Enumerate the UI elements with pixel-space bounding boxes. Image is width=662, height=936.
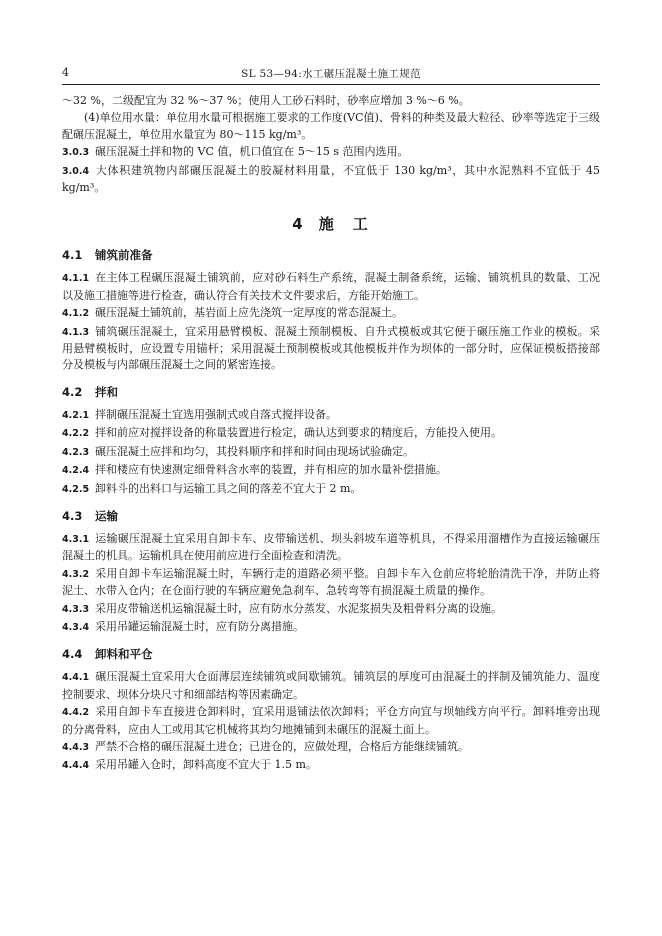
clause (62, 531, 600, 565)
intro-clauses (62, 93, 600, 196)
clause-text: 碾压混凝土拌和物的 VC 值，机口值宜在 5～15 s 范围内选用。 (95, 145, 409, 159)
clause (62, 739, 600, 756)
clause (62, 444, 600, 461)
clause-text: 卸料斗的出料口与运输工具之间的落差不宜大于 2 m。 (95, 481, 362, 495)
page-number: 4 (62, 66, 69, 79)
clause-text: 采用自卸卡车直接进仓卸料时，宜采用退铺法依次卸料；平仓方向宜与坝轴线方向平行。卸料堆旁出现的分离骨料，应由人工或用其它机械将其均匀地摊铺到未碾压的混凝土面上。 (62, 705, 600, 736)
clause-text: 碾压混凝土宜采用大仓面薄层连续铺筑或间歇铺筑。铺筑层的厚度可由混凝土的拌制及铺筑能力、温度控制要求、坝体分块尺寸和细部结构等因素确定。 (62, 670, 600, 701)
clause-text: 碾压混凝土铺筑前，基岩面上应先浇筑一定厚度的常态混凝土。 (95, 306, 403, 320)
clause (62, 481, 600, 498)
section-number: 4.2 (62, 384, 83, 399)
section-number: 4.3 (62, 508, 83, 523)
clause (62, 270, 600, 304)
clause-text: 采用自卸卡车运输混凝土时，车辆行走的道路必须平整。自卸卡车入仓前应将轮胎清洗干净，并防止将泥土、水带入仓内；在仓面行驶的车辆应避免急刹车、急转弯等有损混凝土质量的操作。 (62, 566, 600, 598)
chapter-title: 施 工 (318, 215, 370, 234)
clause (62, 425, 600, 442)
clause-number: 4.4.2 (62, 707, 90, 719)
clause-number: 4.1.3 (62, 326, 90, 338)
clause-text: 严禁不合格的碾压混凝土进仓；已进仓的，应做处理，合格后方能继续铺筑。 (95, 739, 469, 753)
clause (62, 144, 600, 161)
clause-text: ～32 %，二级配宜为 32 %～37 %；使用人工砂石料时，砂率应增加 3 %～6 %。 (62, 94, 470, 107)
section-number: 4.1 (62, 248, 83, 263)
section-title: 卸料和平仓 (95, 647, 153, 662)
chapter-heading (62, 213, 600, 234)
section-number: 4.4 (62, 647, 83, 662)
page-header (62, 64, 600, 84)
clause (62, 324, 600, 374)
section-heading (62, 646, 600, 662)
clause (62, 566, 600, 600)
clause-number: 4.2.1 (62, 409, 90, 421)
clause (62, 757, 600, 774)
clause-text: 碾压混凝土应拌和均匀，其投料顺序和拌和时间由现场试验确定。 (95, 444, 414, 458)
clause (62, 619, 600, 636)
clause-number: 4.2.5 (62, 483, 90, 495)
clause (62, 93, 600, 109)
clause-text: 采用吊罐入仓时，卸料高度不宜大于 1.5 m。 (95, 758, 317, 772)
section-title: 拌和 (95, 384, 118, 399)
clause (62, 163, 600, 197)
clause-text: 大体积建筑物内部碾压混凝土的胶凝材料用量，不宜低于 130 kg/m³，其中水泥熟料不宜低于 45 kg/m³。 (62, 163, 600, 195)
clause (62, 601, 600, 618)
clause-number: 4.3.3 (62, 603, 90, 615)
clause-text: 拌制碾压混凝土宜选用强制式或自落式搅拌设备。 (95, 407, 337, 421)
clause-text: 在主体工程碾压混凝土铺筑前，应对砂石料生产系统，混凝土制备系统，运输、铺筑机具的数量、工况以及施工措施等进行检查，确认符合有关技术文件要求后，方能开始施工。 (62, 271, 600, 302)
clause-text: 采用皮带输送机运输混凝土时，应有防水分蒸发、水泥浆损失及粗骨料分离的设施。 (95, 601, 502, 615)
clause-text: 铺筑碾压混凝土，宜采用悬臂模板、混凝土预制模板、自升式模板或其它便于碾压施工作业的模板。采用悬臂模板时，应设置专用锚杆；采用混凝土预制模板或其他模板并作为坝体的一部分时，应保证模板搭接部分及模板与内部碾压混凝土之间的紧密连接。 (62, 324, 600, 372)
header-rule (62, 84, 600, 85)
clause (62, 704, 600, 738)
section-heading (62, 247, 600, 263)
clause-number: 4.4.1 (62, 672, 90, 684)
clause-number: 4.3.1 (62, 533, 90, 545)
section-heading (62, 508, 600, 524)
clause-text: 拌和前应对搅拌设备的称量装置进行检定，确认达到要求的精度后，方能投入使用。 (95, 426, 502, 440)
clause (62, 407, 600, 424)
sections (62, 247, 600, 774)
clause-text: 采用吊罐运输混凝土时，应有防分离措施。 (95, 619, 304, 633)
clause-text: 拌和楼应有快速测定细骨料含水率的装置，并有相应的加水量补偿措施。 (95, 463, 447, 477)
section-title: 运输 (95, 508, 118, 523)
clause-text: 运输碾压混凝土宜采用自卸卡车、皮带输送机、坝头斜坡车道等机具，不得采用溜槽作为直接运输碾压混凝土的机具。运输机具在使用前应进行全面检查和清洗。 (62, 531, 600, 563)
section-heading (62, 384, 600, 400)
clause-number: 4.4.4 (62, 760, 90, 772)
clause-number: 4.4.3 (62, 741, 90, 753)
clause-number: 4.1.1 (62, 273, 90, 285)
clause (62, 669, 600, 703)
clause-text: (4)单位用水量：单位用水量可根据施工要求的工作度(VC值)、骨料的种类及最大粒径、砂率等选定于三级配碾压混凝土，单位用水量宜为 80～115 kg/m³。 (62, 111, 600, 141)
clause-number: 4.3.2 (62, 568, 90, 580)
page-body (62, 93, 600, 776)
clause (62, 462, 600, 479)
clause-number: 4.3.4 (62, 621, 90, 633)
running-title: SL 53—94:水工碾压混凝土施工规范 (241, 68, 421, 80)
clause-number: 4.2.4 (62, 465, 90, 477)
clause-number: 3.0.4 (62, 165, 90, 177)
clause (62, 110, 600, 143)
clause-number: 3.0.3 (62, 147, 90, 159)
chapter-number: 4 (292, 215, 305, 234)
clause-number: 4.2.2 (62, 428, 90, 440)
clause-number: 4.1.2 (62, 308, 90, 320)
section-title: 铺筑前准备 (95, 248, 153, 263)
clause (62, 305, 600, 322)
clause-number: 4.2.3 (62, 446, 90, 458)
